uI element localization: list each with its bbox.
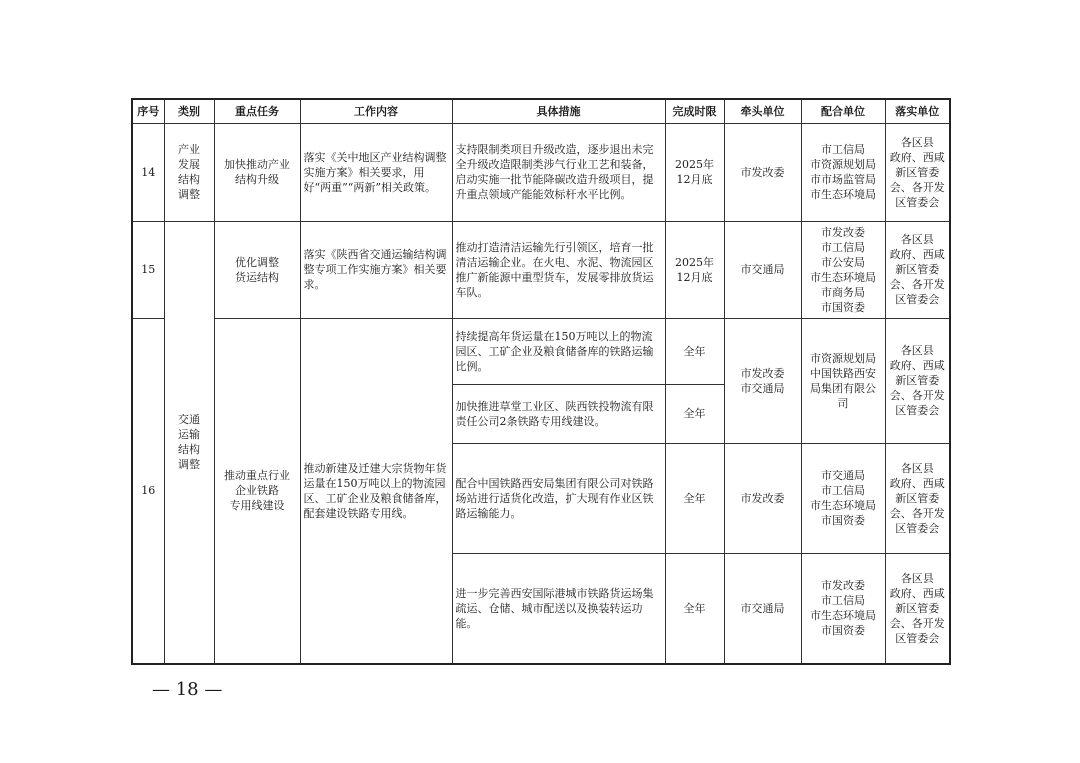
impl-cell: 各区县 政府、西咸 新区管委 会、各开发 区管委会: [885, 221, 950, 318]
impl-cell: 各区县 政府、西咸 新区管委 会、各开发 区管委会: [885, 123, 950, 221]
table-header-row: [132, 99, 950, 123]
task-cell: 加快推动产业 结构升级: [214, 123, 300, 221]
header-impl: 落实单位: [885, 99, 950, 123]
measure-cell: 支持限制类项目升级改造，逐步退出未完全升级改造限制类涉气行业工艺和装备，启动实施一批节能降碳改造升级项目，提升重点领域产能能效标杆水平比例。: [452, 123, 665, 221]
deadline-cell: 全年: [665, 443, 724, 553]
header-measure: 具体措施: [452, 99, 665, 123]
page-number: — 18 —: [152, 679, 223, 700]
header-coop: 配合单位: [801, 99, 885, 123]
coop-cell: 市资源规划局 中国铁路西安 局集团有限公 司: [801, 318, 885, 443]
category-cell: 产业 发展 结构 调整: [164, 123, 214, 221]
header-no: 序号: [132, 99, 164, 123]
header-category: 类别: [164, 99, 214, 123]
lead-cell: 市发改委 市交通局: [724, 318, 801, 443]
content-cell: 落实《陕西省交通运输结构调整专项工作实施方案》相关要求。: [300, 221, 452, 318]
table-row: [132, 123, 950, 221]
table-row: [132, 318, 950, 384]
row-no: 16: [132, 318, 164, 664]
table-row: [132, 221, 950, 318]
category-cell: 交通 运输 结构 调整: [164, 221, 214, 664]
lead-cell: 市交通局: [724, 221, 801, 318]
work-task-table: [131, 98, 951, 665]
deadline-cell: 全年: [665, 553, 724, 664]
coop-cell: 市发改委 市工信局 市生态环境局 市国资委: [801, 553, 885, 664]
coop-cell: 市发改委 市工信局 市公安局 市生态环境局 市商务局 市国资委: [801, 221, 885, 318]
content-cell: 落实《关中地区产业结构调整实施方案》相关要求，用好“两重”“两新”相关政策。: [300, 123, 452, 221]
measure-cell: 加快推进草堂工业区、陕西铁投物流有限责任公司2条铁路专用线建设。: [452, 384, 665, 443]
impl-cell: 各区县 政府、西咸 新区管委 会、各开发 区管委会: [885, 443, 950, 553]
task-cell: 推动重点行业 企业铁路 专用线建设: [214, 318, 300, 664]
lead-cell: 市发改委: [724, 443, 801, 553]
measure-cell: 推动打造清洁运输先行引领区，培育一批清洁运输企业。在火电、水泥、物流园区推广新能源中重型货车，发展零排放货运车队。: [452, 221, 665, 318]
deadline-cell: 2025年 12月底: [665, 221, 724, 318]
lead-cell: 市交通局: [724, 553, 801, 664]
task-cell: 优化调整 货运结构: [214, 221, 300, 318]
impl-cell: 各区县 政府、西咸 新区管委 会、各开发 区管委会: [885, 318, 950, 443]
row-no: 14: [132, 123, 164, 221]
coop-cell: 市交通局 市工信局 市生态环境局 市国资委: [801, 443, 885, 553]
deadline-cell: 2025年 12月底: [665, 123, 724, 221]
coop-cell: 市工信局 市资源规划局 市市场监管局 市生态环境局: [801, 123, 885, 221]
deadline-cell: 全年: [665, 384, 724, 443]
measure-cell: 持续提高年货运量在150万吨以上的物流园区、工矿企业及粮食储备库的铁路运输比例。: [452, 318, 665, 384]
header-content: 工作内容: [300, 99, 452, 123]
row-no: 15: [132, 221, 164, 318]
impl-cell: 各区县 政府、西咸 新区管委 会、各开发 区管委会: [885, 553, 950, 664]
measure-cell: 配合中国铁路西安局集团有限公司对铁路场站进行适货化改造，扩大现有作业区铁路运输能力。: [452, 443, 665, 553]
measure-cell: 进一步完善西安国际港城市铁路货运场集疏运、仓储、城市配送以及换装转运功能。: [452, 553, 665, 664]
content-cell: 推动新建及迁建大宗货物年货运量在150万吨以上的物流园区、工矿企业及粮食储备库，配套建设铁路专用线。: [300, 318, 452, 664]
deadline-cell: 全年: [665, 318, 724, 384]
header-lead: 牵头单位: [724, 99, 801, 123]
header-deadline: 完成时限: [665, 99, 724, 123]
header-task: 重点任务: [214, 99, 300, 123]
lead-cell: 市发改委: [724, 123, 801, 221]
